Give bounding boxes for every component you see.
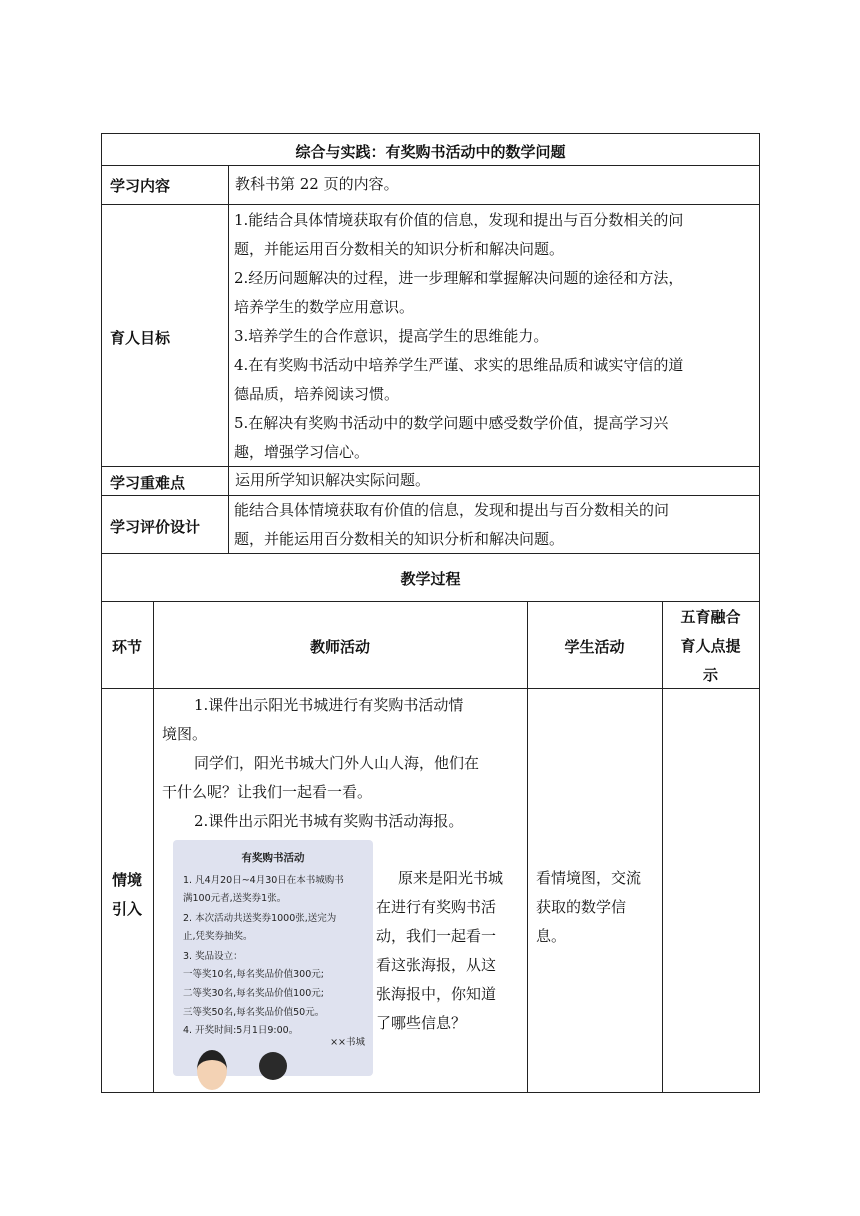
goal-line: 培养学生的数学应用意识。 xyxy=(234,298,415,316)
page-title: 综合与实践：有奖购书活动中的数学问题 xyxy=(295,143,566,161)
table-rule xyxy=(101,204,760,205)
poster-sign: ××书城 xyxy=(330,1037,365,1048)
header-fusion-line: 五育融合 xyxy=(680,608,741,626)
poster-line: 4. 开奖时间:5月1日9:00。 xyxy=(183,1025,299,1036)
child-head-illustration xyxy=(197,1050,227,1090)
goal-line: 2.经历问题解决的过程，进一步理解和掌握解决问题的途径和方法， xyxy=(234,269,684,287)
teacher-side-line: 看这张海报，从这 xyxy=(376,956,497,974)
poster-image xyxy=(173,840,373,1076)
teacher-activity xyxy=(162,691,524,836)
goal-line: 4.在有奖购书活动中培养学生严谨、求实的思维品质和诚实守信的道 xyxy=(234,356,684,374)
teacher-side-line: 动，我们一起看一 xyxy=(376,927,497,945)
student-line: 获取的数学信 xyxy=(536,898,627,916)
goal-line: 趣，增强学习信心。 xyxy=(234,443,370,461)
poster-line: 3. 奖品设立： xyxy=(183,951,243,962)
teacher-line: 境图。 xyxy=(162,725,208,743)
table-border-top xyxy=(101,133,760,134)
goal-line: 3.培养学生的合作意识，提高学生的思维能力。 xyxy=(234,327,549,345)
poster-line: 2. 本次活动共送奖券1000张,送完为 xyxy=(183,913,337,924)
poster-title: 有奖购书活动 xyxy=(241,852,305,864)
goal-line: 题，并能运用百分数相关的知识分析和解决问题。 xyxy=(234,240,565,258)
teacher-line: 同学们，阳光书城大门外人山人海，他们在 xyxy=(194,754,480,772)
goals-list xyxy=(234,206,754,467)
eval-text xyxy=(234,496,754,554)
poster-line: 止,凭奖券抽奖。 xyxy=(183,931,253,942)
teacher-side-line: 了哪些信息？ xyxy=(376,1014,467,1032)
process-title: 教学过程 xyxy=(400,570,461,588)
key-label: 学习重难点 xyxy=(110,474,186,492)
goal-line: 德品质，培养阅读习惯。 xyxy=(234,385,400,403)
teacher-side-line: 在进行有奖购书活 xyxy=(376,898,497,916)
stage-label xyxy=(101,866,153,924)
stage-line: 引入 xyxy=(111,900,142,918)
poster-line: 一等奖10名,每名奖品价值300元; xyxy=(183,969,324,980)
header-fusion-line: 示 xyxy=(702,666,718,684)
table-rule xyxy=(101,165,760,166)
header-fusion-line: 育人点提 xyxy=(680,637,741,655)
key-value: 运用所学知识解决实际问题。 xyxy=(235,471,431,489)
goal-line: 1.能结合具体情境获取有价值的信息，发现和提出与百分数相关的问 xyxy=(234,211,684,229)
table-border-left xyxy=(101,133,102,1093)
poster-line: 1. 凡4月20日~4月30日在本书城购书 xyxy=(183,875,344,886)
teacher-side-text xyxy=(376,864,524,1038)
student-activity xyxy=(536,864,660,951)
header-stage: 环节 xyxy=(111,638,142,656)
table-col-divider xyxy=(228,165,229,554)
teacher-side-line: 张海报中，你知道 xyxy=(376,985,497,1003)
header-fusion xyxy=(662,603,759,690)
poster-line: 二等奖30名,每名奖品价值100元; xyxy=(183,988,324,999)
eval-line: 题，并能运用百分数相关的知识分析和解决问题。 xyxy=(234,530,565,548)
table-col-divider xyxy=(527,601,528,1093)
stage-line: 情境 xyxy=(111,871,142,889)
header-student: 学生活动 xyxy=(564,638,625,656)
content-label: 学习内容 xyxy=(110,177,171,195)
teacher-side-line: 原来是阳光书城 xyxy=(398,869,504,887)
goal-line: 5.在解决有奖购书活动中的数学问题中感受数学价值，提高学习兴 xyxy=(234,414,669,432)
table-border-right xyxy=(759,133,760,1093)
header-teacher: 教师活动 xyxy=(309,638,370,656)
student-line: 息。 xyxy=(536,927,567,945)
eval-label: 学习评价设计 xyxy=(110,518,201,536)
table-col-divider xyxy=(153,601,154,1093)
student-line: 看情境图，交流 xyxy=(536,869,642,887)
poster-line: 三等奖50名,每名奖品价值50元。 xyxy=(183,1007,325,1018)
goals-label: 育人目标 xyxy=(110,329,171,347)
teacher-line: 2.课件出示阳光书城有奖购书活动海报。 xyxy=(194,812,464,830)
eval-line: 能结合具体情境获取有价值的信息，发现和提出与百分数相关的问 xyxy=(234,501,670,519)
poster-line: 满100元者,送奖券1张。 xyxy=(183,893,287,904)
child-head-illustration xyxy=(259,1052,287,1080)
teacher-line: 干什么呢？让我们一起看一看。 xyxy=(162,783,373,801)
content-value: 教科书第 22 页的内容。 xyxy=(235,175,399,193)
teacher-line: 1.课件出示阳光书城进行有奖购书活动情 xyxy=(194,696,464,714)
